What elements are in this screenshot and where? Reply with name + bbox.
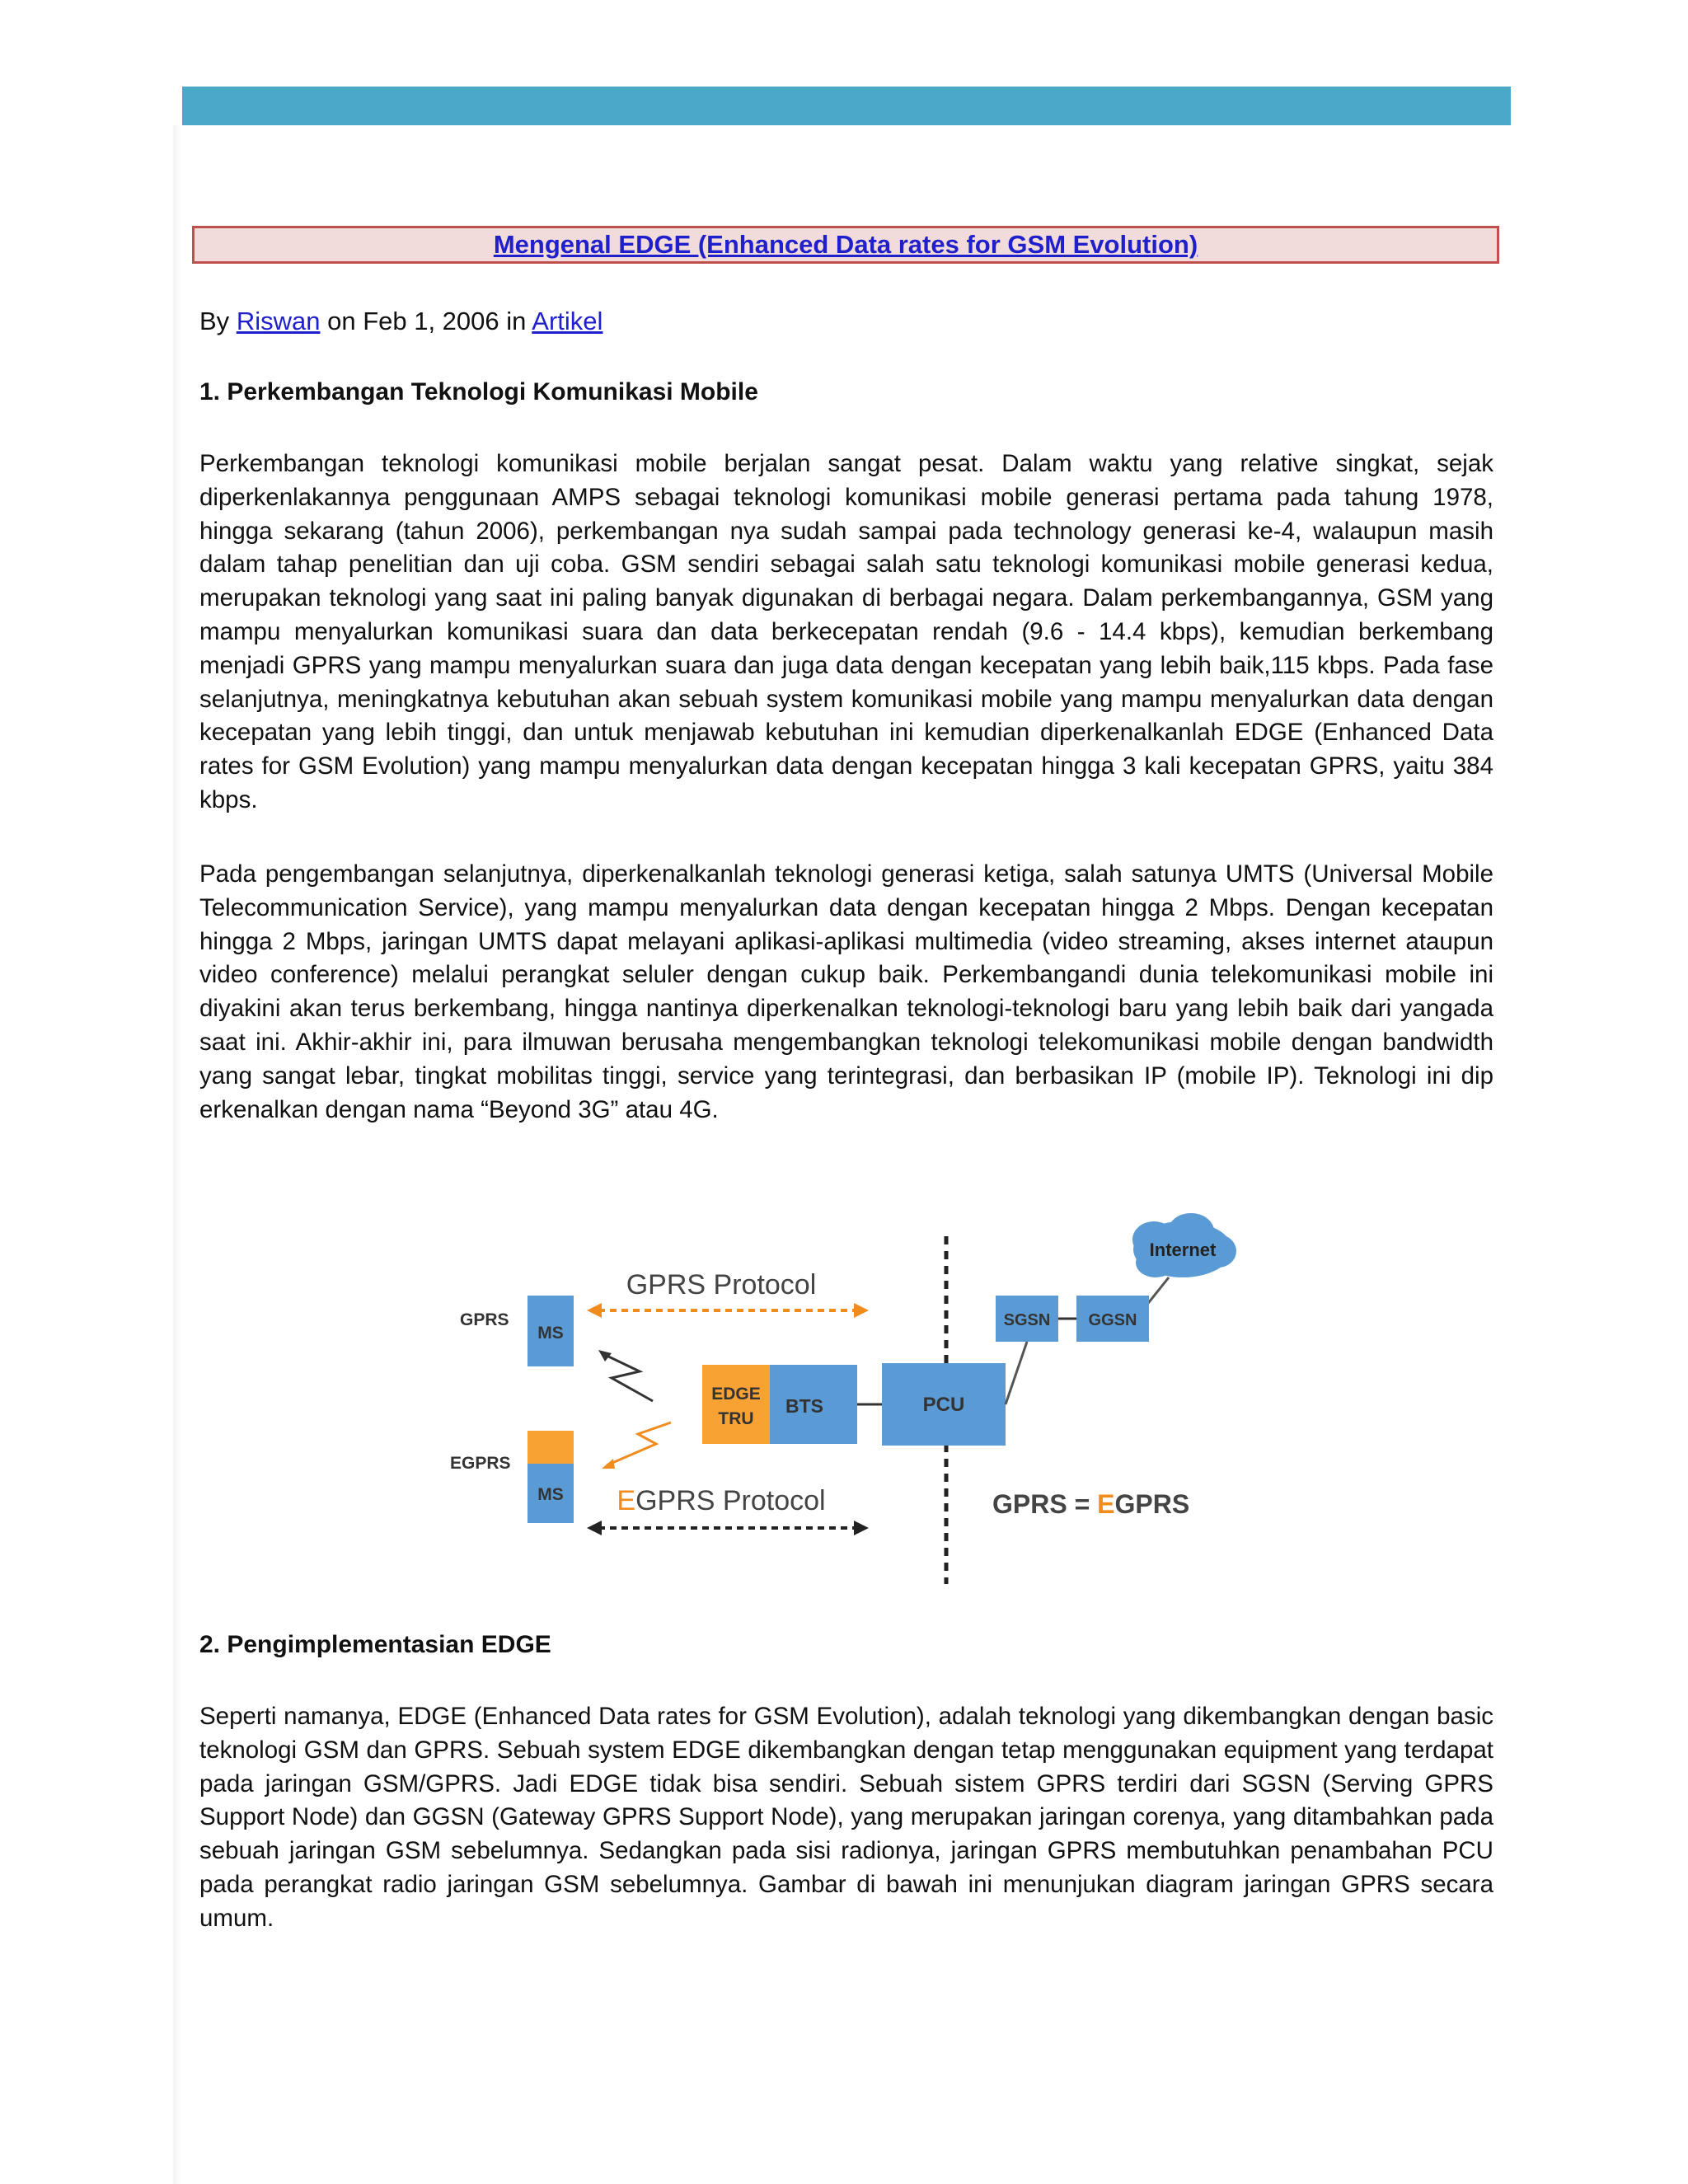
article-title-box — [192, 226, 1499, 264]
section-2-paragraph-1: Seperti namanya, EDGE (Enhanced Data rates for GSM Evolution), adalah teknologi yang dikembangkan dengan basic teknologi GSM dan GPRS. Sebuah system EDGE dikembangkan dengan tetap menggunakan equipment yang terdapat pada jaringan GSM/GPRS. Jadi EDGE tidak bisa sendiri. Sebuah sistem GPRS terdiri dari SGSN (Serving GPRS Support Node) dan GGSN (Gateway GPRS Support Node), yang merupakan jaringan corenya, yang ditambahkan pada sebuah jaringan GSM sebelumnya. Sedangkan pada sisi radionya, jaringan GPRS membutuhkan penambahan PCU pada perangkat radio jaringan GSM sebelumnya. Gambar di bawah ini menunjukan diagram jaringan GPRS secara umum. — [199, 1703, 1493, 1932]
header-bar — [182, 87, 1511, 125]
egprs-ms-label: MS — [537, 1485, 564, 1504]
author-link[interactable]: Riswan — [236, 307, 321, 335]
egprs-protocol-label: EGPRS Protocol — [617, 1485, 826, 1516]
page-edge-shade — [173, 125, 181, 2184]
category-link[interactable]: Artikel — [532, 307, 603, 335]
byline-date: on Feb 1, 2006 in — [327, 307, 527, 335]
section-1-paragraph-1: Perkembangan teknologi komunikasi mobile berjalan sangat pesat. Dalam waktu yang relative singkat, sejak diperkenlakannya penggunaan AMPS sebagai teknologi komunikasi mobile generasi pertama pada tahung 1978, hingga sekarang (tahun 2006), perkembangan nya sudah sampai pada technology generasi ke-4, walaupun masih dalam tahap penelitian dan uji coba. GSM sendiri sebagai salah satu teknologi komunikasi mobile generasi kedua, merupakan teknologi yang saat ini paling banyak digunakan di berbagai negara. Dalam perkembangannya, GSM yang mampu menyalurkan komunikasi suara dan data berkecepatan rendah (9.6 - 14.4 kbps), kemudian berkembang menjadi GPRS yang mampu menyalurkan suara dan juga data dengan kecepatan yang lebih baik,115 kbps. Pada fase selanjutnya, meningkatnya kebutuhan akan sebuah system komunikasi mobile yang mampu menyalurkan data dengan kecepatan yang lebih tinggi, dan untuk menjawab kebutuhan ini kemudian diperkenalkanlah EDGE (Enhanced Data rates for GSM Evolution) yang mampu menyalurkan data dengan kecepatan hingga 3 kali kecepatan GPRS, yaitu 384 kbps. — [199, 450, 1493, 813]
byline — [199, 305, 603, 338]
egprs-radio-bolt-icon — [607, 1422, 671, 1465]
gprs-side-label: GPRS — [460, 1310, 509, 1329]
gprs-protocol-arrow-left-icon — [587, 1303, 602, 1318]
article-title-link[interactable]: Mengenal EDGE (Enhanced Data rates for GSM Evolution) — [493, 230, 1198, 259]
sgsn-label: SGSN — [1003, 1311, 1051, 1329]
gprs-radio-bolt-icon — [602, 1353, 653, 1401]
gprs-protocol-label: GPRS Protocol — [626, 1269, 817, 1301]
egprs-side-label: EGPRS — [450, 1454, 511, 1473]
edge-tru-label-2: TRU — [718, 1409, 754, 1428]
edge-tru-label-1: EDGE — [711, 1385, 761, 1404]
section-1-heading: 1. Perkembangan Teknologi Komunikasi Mobile — [199, 378, 758, 405]
internet-label: Internet — [1149, 1240, 1217, 1260]
edge-tru-box — [702, 1365, 770, 1444]
gprs-radio-arrow-icon — [598, 1350, 612, 1361]
pcu-sgsn-link — [1006, 1342, 1027, 1404]
internet-cloud-icon — [1132, 1213, 1236, 1277]
pcu-label: PCU — [922, 1394, 965, 1416]
edge-network-diagram — [437, 1203, 1245, 1591]
gprs-ms-label: MS — [537, 1324, 564, 1343]
gprs-equals-egprs-label: GPRS = EGPRS — [992, 1489, 1190, 1519]
egprs-protocol-arrow-left-icon — [587, 1521, 602, 1535]
byline-by: By — [199, 307, 230, 335]
section-1-paragraph-2: Pada pengembangan selanjutnya, diperkenalkanlah teknologi generasi ketiga, salah satunya UMTS (Universal Mobile Telecommunication Service), yang mampu menyalurkan data dengan kecepatan hingga 2 Mbps. Dengan kecepatan hingga 2 Mbps, jaringan UMTS dapat melayani aplikasi-aplikasi multimedia (video streaming, akses internet ataupun video conference) melalui perangkat seluler dengan cukup baik. Perkembangandi dunia telekomunikasi mobile ini diyakini akan terus berkembang, hingga nantinya diperkenalkan teknologi-teknologi baru yang lebih baik dari yangada saat ini. Akhir-akhir ini, para ilmuwan berusaha mengembangkan teknologi telekomunikasi mobile dengan bandwidth yang sangat lebar, tingkat mobilitas tinggi, service yang terintegrasi, dan berbasikan IP (mobile IP). Teknologi ini dip erkenalkan dengan nama “Beyond 3G” atau 4G. — [199, 860, 1493, 1123]
egprs-radio-arrow-icon — [602, 1459, 615, 1469]
section-2-heading: 2. Pengimplementasian EDGE — [199, 1631, 551, 1658]
bts-label: BTS — [785, 1395, 823, 1417]
ggsn-label: GGSN — [1088, 1311, 1137, 1329]
egprs-protocol-arrow-right-icon — [854, 1521, 869, 1535]
egprs-ms-edge-box — [528, 1431, 574, 1464]
gprs-protocol-arrow-right-icon — [854, 1303, 869, 1318]
